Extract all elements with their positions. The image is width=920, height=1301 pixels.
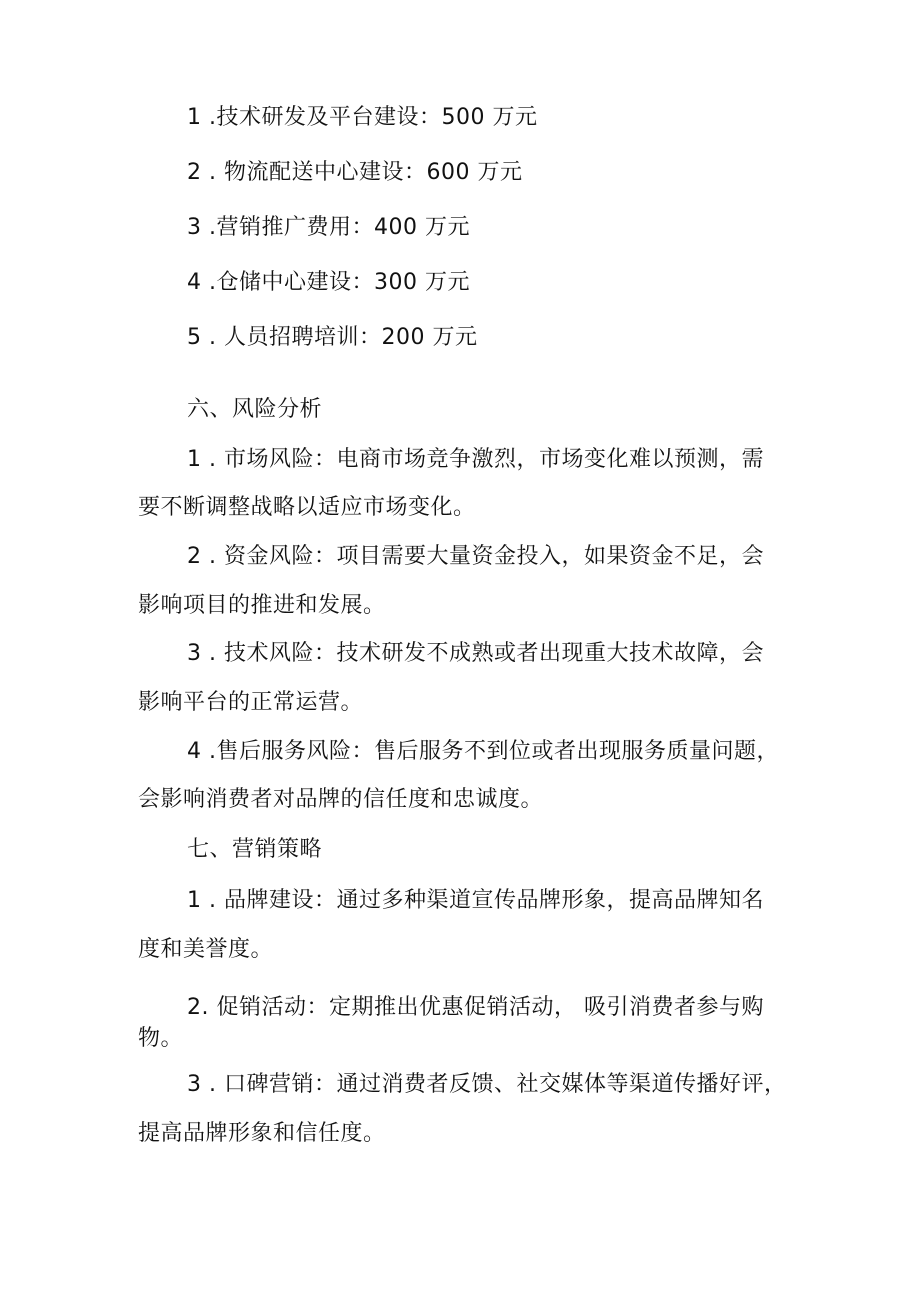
risk-item-line: 要不断调整战略以适应市场变化。 [138, 495, 476, 520]
marketing-item-line: 3 . 口碑营销：通过消费者反馈、社交媒体等渠道传播好评， [187, 1072, 787, 1097]
marketing-item-line: 度和美誉度。 [138, 937, 274, 962]
risk-item-line: 1 . 市场风险：电商市场竞争激烈，市场变化难以预测，需 [187, 447, 764, 472]
section-heading-risk: 六、风险分析 [187, 397, 323, 422]
risk-item-line: 会影响消费者对品牌的信任度和忠诚度。 [138, 787, 544, 812]
section-heading-marketing: 七、营销策略 [187, 837, 323, 862]
marketing-item-line: 提高品牌形象和信任度。 [138, 1121, 386, 1146]
risk-item-line: 2 . 资金风险：项目需要大量资金投入，如果资金不足，会 [187, 544, 764, 569]
budget-item: 4 .仓储中心建设：300 万元 [187, 270, 470, 295]
marketing-item-line: 1 . 品牌建设：通过多种渠道宣传品牌形象，提高品牌知名 [187, 888, 764, 913]
risk-item-line: 3 . 技术风险：技术研发不成熟或者出现重大技术故障，会 [187, 641, 764, 666]
budget-item: 3 .营销推广费用：400 万元 [187, 215, 470, 240]
budget-item: 1 .技术研发及平台建设：500 万元 [187, 105, 538, 130]
risk-item-line: 影响项目的推进和发展。 [138, 593, 386, 618]
marketing-item-line: 物。 [138, 1026, 184, 1051]
budget-item: 5 . 人员招聘培训：200 万元 [187, 325, 478, 350]
risk-item-line: 影响平台的正常运营。 [138, 690, 364, 715]
risk-item-line: 4 .售后服务风险：售后服务不到位或者出现服务质量问题， [187, 739, 779, 764]
marketing-item-line: 2. 促销活动：定期推出优惠促销活动， 吸引消费者参与购 [187, 995, 764, 1020]
budget-item: 2 . 物流配送中心建设：600 万元 [187, 160, 523, 185]
